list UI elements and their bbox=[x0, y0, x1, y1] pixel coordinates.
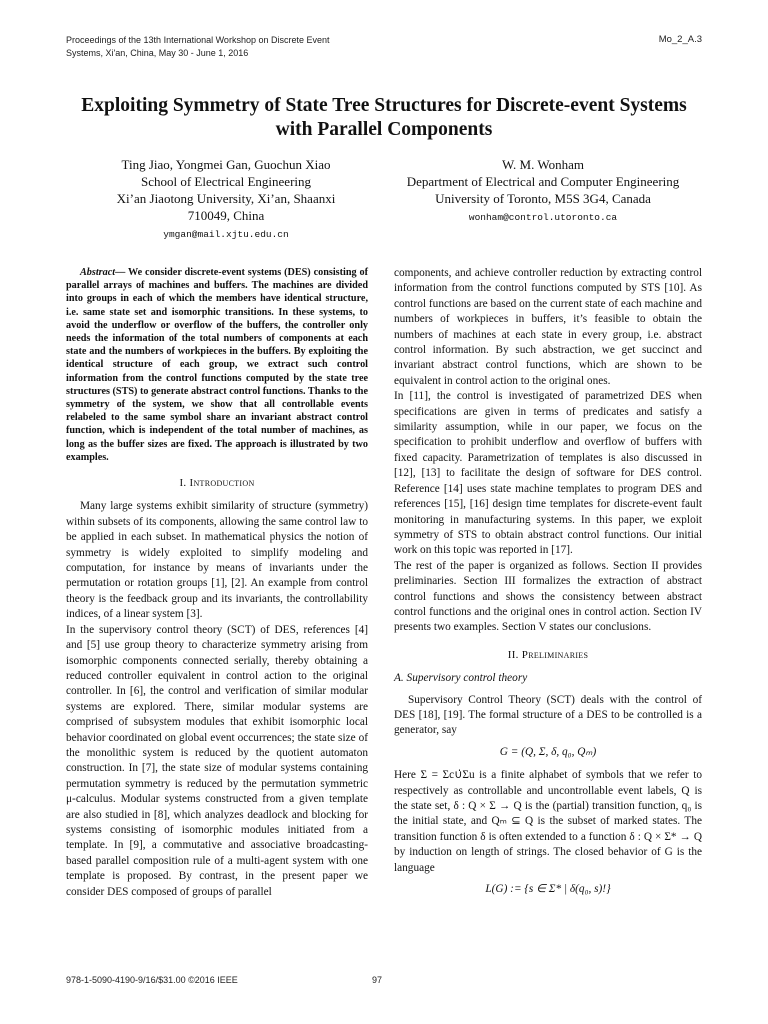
abstract-label: Abstract bbox=[80, 267, 116, 278]
equation-generator: G = (Q, Σ, δ, q₀, Qₘ) bbox=[499, 745, 597, 758]
proceedings-line-1: Proceedings of the 13th International Workshop on Discrete Event bbox=[66, 35, 330, 45]
left-column bbox=[66, 266, 368, 900]
subsection-heading: A. Supervisory control theory bbox=[394, 672, 528, 685]
intro-paragraph-3: components, and achieve controller reduction by extracting control information from the control functions computed by STS [10]. As control functions are based on the current state of each machine and numbers of workpieces in buffers, it’s feasible to obtain the numbers of machines at each state in every group, i.e. abstract control information. By such abstraction, we get succinct and invariant abstract control functions, which are shown to be equivalent in control action to the original ones. bbox=[394, 267, 702, 387]
author-block-right bbox=[384, 156, 702, 224]
section-heading-introduction bbox=[66, 476, 368, 491]
author-univ-left: Xi’an Jiaotong University, Xi’an, Shaanxi bbox=[116, 191, 336, 206]
intro-paragraph-1: Many large systems exhibit similarity of structure (symmetry) within subsets of its components, allowing the same control law to be applied in each subset. In mathematical physics the notion of symmetry is widely exploited to simplify modeling and computation, for instance by means of invariants under the permutation or rotation groups [1], [2]. An example from control theory is the feedback group and its invariants, the controllability indices, of a linear system [3]. bbox=[66, 500, 368, 621]
author-email-left: ymgan@mail.xjtu.edu.cn bbox=[163, 229, 289, 240]
proceedings-header bbox=[66, 34, 386, 60]
intro-paragraph-4: In [11], the control is investigated of parametrized DES when specifications are given in terms of predicates and satisfy a similarity assumption, while in our paper, we focus on the specification to prohibit underflow and overflow of buffers with fixed capacity. Parametrization of templates is also discussed in [12], [13] to facilitate the design of software for DES control. Reference [14] uses state machine templates to program DES and references [15], [16] design time templates for discrete-event fault monitoring in manufacturing systems. In this paper, we exploit symmetry of STS to obtain abstract control functions. Our initial work on this topic was reported in [17]. bbox=[394, 390, 702, 557]
intro-paragraph-5: The rest of the paper is organized as follows. Section II provides preliminaries. Section III formalizes the extraction of abstract control functions and shows the consistency between abstract control functions and the original ones in control action. Section IV presents two examples. Section V states our conclusions. bbox=[394, 559, 702, 634]
paper-title: Exploiting Symmetry of State Tree Structures for Discrete-event Systems with Parallel Components bbox=[81, 95, 687, 140]
section-2-name: Preliminaries bbox=[521, 648, 589, 661]
equation-closed-behavior: L(G) := {s ∈ Σ* | δ(q₀, s)!} bbox=[485, 883, 611, 896]
author-dept-left: School of Electrical Engineering bbox=[140, 174, 312, 189]
isbn-footer: 978-1-5090-4190-9/16/$31.00 ©2016 IEEE bbox=[66, 975, 238, 985]
paper-id: Mo_2_A.3 bbox=[658, 34, 702, 45]
author-email-right: wonham@control.utoronto.ca bbox=[468, 212, 618, 223]
author-postal-left: 710049, China bbox=[187, 208, 265, 223]
prelim-paragraph-2: Here Σ = Σc∪̇Σu is a finite alphabet of symbols that we refer to respectively as controllable and uncontrollable event labels, Q is the state set, δ : Q × Σ → Q is the (partial) transition function, q₀ is the initial state, and Qₘ ⊆ Q is the subset of marked states. The transition function δ is often extended to a function δ : Q × Σ* → Q by induction on length of strings. The closed behavior of G is the language bbox=[394, 769, 702, 874]
author-names-left: Ting Jiao, Yongmei Gan, Guochun Xiao bbox=[121, 157, 331, 172]
intro-paragraph-2: In the supervisory control theory (SCT) of DES, references [4] and [5] use group theory to characterize symmetry arising from isomorphic components connected serially, thereby obtaining a reduced controller equivalent in control action to the original controller. In [6], the control and verification of similar modular systems are explored. There, similar modular systems are comprised of subsystem modules that exhibit isomorphic local behavior coordinated on global event occurrences; the state size of the monolithic system is reduced by the quotient automaton construction. In [7], the state size of modular systems containing permutation symmetry is reduced by the permutation symmetric μ-calculus. Modular systems constructed from a given template are also studied in [8], which analyzes deadlock and blocking for systems consisting of isomorphic modules initiated from a template. In [9], a commutative and associative broadcasting-based parallel composition rule of a multi-agent system with one template is proposed. By contrast, in the present paper we consider DES composed of groups of parallel bbox=[66, 623, 368, 898]
author-names-right: W. M. Wonham bbox=[501, 157, 584, 172]
abstract bbox=[66, 266, 368, 464]
section-2-numeral: II. bbox=[507, 648, 519, 661]
abstract-text: — We consider discrete-event systems (DES) consisting of parallel arrays of machines and buffers. The machines are divided into groups in each of which the members have identical structure, i.e. same state set and isomorphic transitions. In these systems, to avoid the underflow or overflow of the buffers, the controller only needs the information of the total numbers of components at each state and the numbers of workpieces in the buffers. By exploiting the identical structure of each group, we extract such control information from the control functions computed by the state tree structures (STS) to generate abstract control functions. Thanks to the symmetry of the system, we show that all controllable events relabeled to the same symbol share an invariant abstract control function, which is independent of the total number of machines, as long as the buffer sizes are fixed. The approach is illustrated by two examples. bbox=[66, 267, 368, 463]
author-dept-right: Department of Electrical and Computer Engineering bbox=[406, 174, 680, 189]
right-column bbox=[394, 266, 702, 905]
section-1-name: Introduction bbox=[189, 477, 255, 490]
section-heading-preliminaries bbox=[394, 648, 702, 663]
author-block-left bbox=[66, 156, 386, 241]
prelim-paragraph-1: Supervisory Control Theory (SCT) deals with the control of DES [18], [19]. The formal structure of a DES to be controlled is a generator, say bbox=[394, 693, 702, 737]
page-number: 97 bbox=[372, 975, 383, 985]
section-1-numeral: I. bbox=[179, 477, 187, 490]
author-univ-right: University of Toronto, M5S 3G4, Canada bbox=[435, 191, 651, 206]
proceedings-line-2: Systems, Xi'an, China, May 30 - June 1, 2016 bbox=[66, 48, 249, 58]
